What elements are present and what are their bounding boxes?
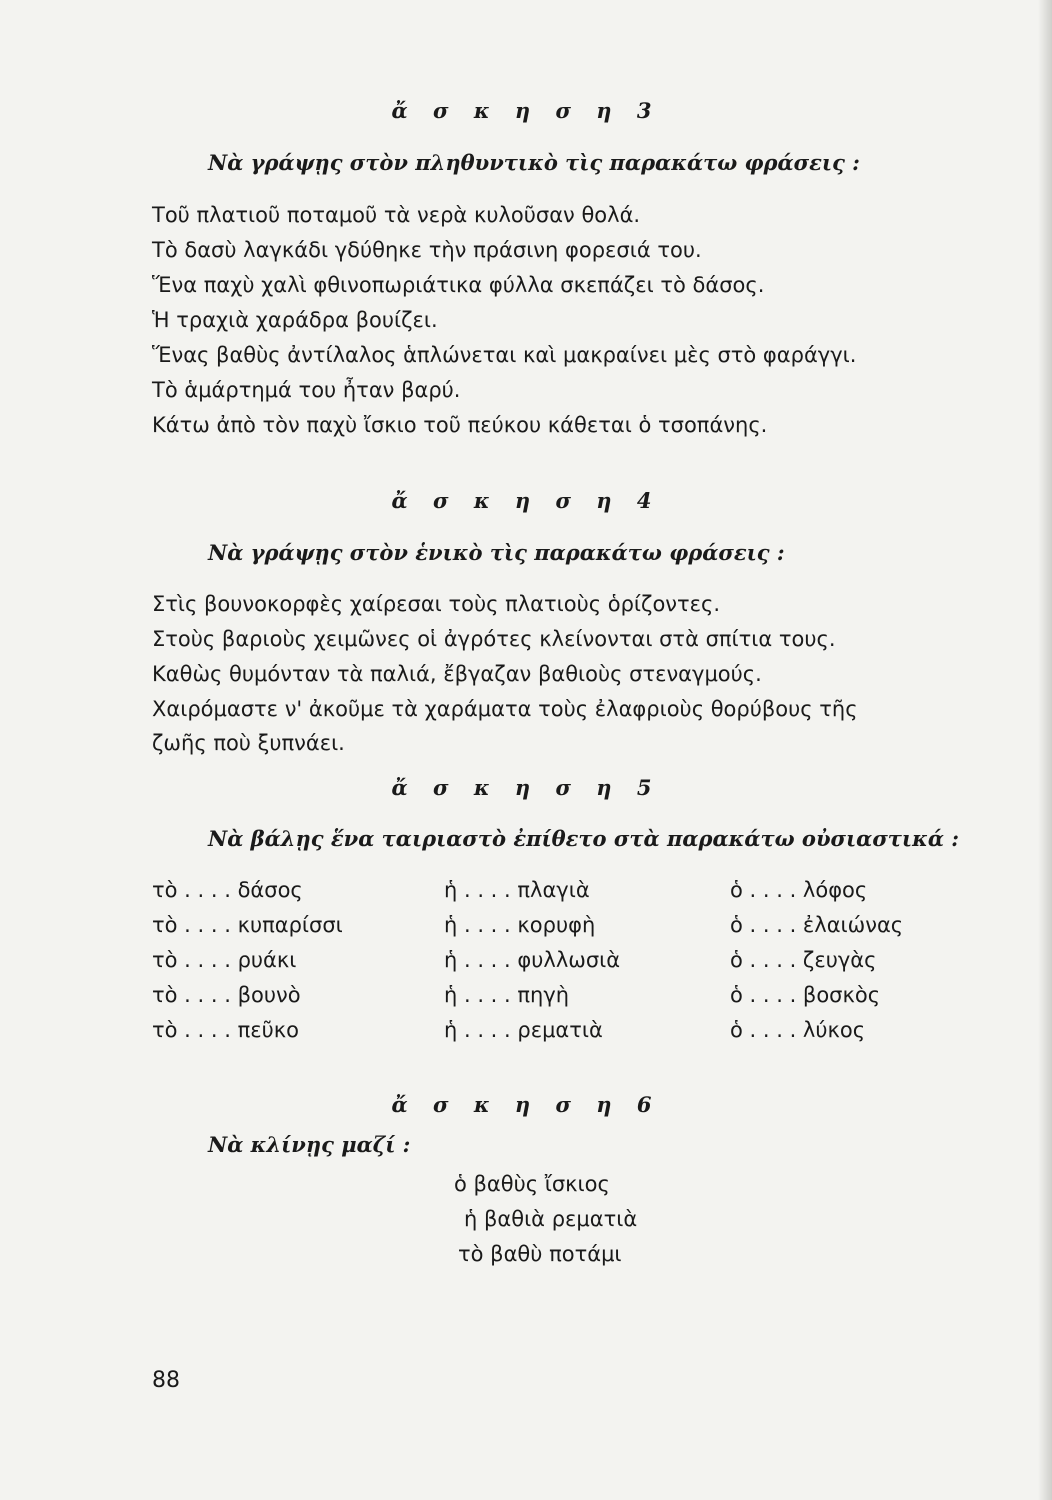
exercise-3-line: Τοῦ πλατιοῦ ποταμοῦ τὰ νερὰ κυλοῦσαν θολά. — [152, 203, 641, 227]
noun-feminine: ἡ . . . . πηγὴ — [444, 983, 570, 1007]
exercise-4-line: ζωῆς ποὺ ξυπνάει. — [152, 731, 345, 755]
exercise-3-line: Τὸ δασὺ λαγκάδι γδύθηκε τὴν πράσινη φορεσιά του. — [152, 238, 702, 262]
exercise-6-instruction: Νὰ κλίνῃς μαζί : — [208, 1132, 411, 1157]
exercise-6-heading: ἄ σ κ η σ η 6 — [391, 1092, 661, 1117]
exercise-4-line: Στοὺς βαριοὺς χειμῶνες οἱ ἀγρότες κλείνονται στὰ σπίτια τους. — [152, 627, 836, 651]
noun-neuter: τὸ . . . . ρυάκι — [152, 948, 297, 972]
noun-neuter: τὸ . . . . κυπαρίσσι — [152, 913, 343, 937]
noun-masculine: ὁ . . . . ζευγὰς — [730, 948, 877, 972]
declension-phrase: τὸ βαθὺ ποτάμι — [458, 1242, 622, 1266]
exercise-3-line: Τὸ ἁμάρτημά του ἦταν βαρύ. — [152, 378, 461, 402]
noun-masculine: ὁ . . . . ἐλαιώνας — [730, 913, 904, 937]
page-edge-shadow — [1038, 0, 1052, 1500]
noun-neuter: τὸ . . . . βουνὸ — [152, 983, 301, 1007]
exercise-4-line: Καθὼς θυμόνταν τὰ παλιά, ἔβγαζαν βαθιοὺς στεναγμούς. — [152, 662, 762, 686]
noun-feminine: ἡ . . . . πλαγιὰ — [444, 878, 590, 902]
noun-neuter: τὸ . . . . δάσος — [152, 878, 303, 902]
exercise-4-heading: ἄ σ κ η σ η 4 — [391, 488, 661, 513]
exercise-3-line: Ἕνα παχὺ χαλὶ φθινοπωριάτικα φύλλα σκεπάζει τὸ δάσος. — [152, 273, 765, 297]
exercise-5-heading: ἄ σ κ η σ η 5 — [391, 775, 661, 800]
noun-masculine: ὁ . . . . λύκος — [730, 1018, 866, 1042]
exercise-5-instruction: Νὰ βάλῃς ἕνα ταιριαστὸ ἐπίθετο στὰ παρακάτω οὐσιαστικά : — [208, 826, 960, 851]
exercise-3-heading: ἄ σ κ η σ η 3 — [391, 98, 661, 123]
page-number: 88 — [152, 1368, 180, 1393]
noun-neuter: τὸ . . . . πεῦκο — [152, 1018, 299, 1042]
exercise-4-instruction: Νὰ γράψῃς στὸν ἑνικὸ τὶς παρακάτω φράσεις : — [208, 540, 785, 565]
exercise-3-line: Ἡ τραχιὰ χαράδρα βουίζει. — [152, 308, 438, 332]
exercise-3-instruction: Νὰ γράψῃς στὸν πληθυντικὸ τὶς παρακάτω φράσεις : — [208, 150, 860, 175]
noun-masculine: ὁ . . . . βοσκὸς — [730, 983, 881, 1007]
exercise-4-line: Στὶς βουνοκορφὲς χαίρεσαι τοὺς πλατιοὺς ὁρίζοντες. — [152, 592, 721, 616]
declension-phrase: ἡ βαθιὰ ρεματιὰ — [464, 1207, 638, 1231]
declension-phrase: ὁ βαθὺς ἴσκιος — [454, 1172, 610, 1196]
exercise-3-line: Ἕνας βαθὺς ἀντίλαλος ἁπλώνεται καὶ μακραίνει μὲς στὸ φαράγγι. — [152, 343, 857, 367]
noun-feminine: ἡ . . . . κορυφὴ — [444, 913, 596, 937]
exercise-4-line: Χαιρόμαστε ν' ἀκοῦμε τὰ χαράματα τοὺς ἐλαφριοὺς θορύβους τῆς — [152, 697, 858, 721]
noun-masculine: ὁ . . . . λόφος — [730, 878, 868, 902]
exercise-3-line: Κάτω ἀπὸ τὸν παχὺ ἴσκιο τοῦ πεύκου κάθεται ὁ τσοπάνης. — [152, 413, 768, 437]
noun-feminine: ἡ . . . . ρεματιὰ — [444, 1018, 603, 1042]
noun-feminine: ἡ . . . . φυλλωσιὰ — [444, 948, 621, 972]
